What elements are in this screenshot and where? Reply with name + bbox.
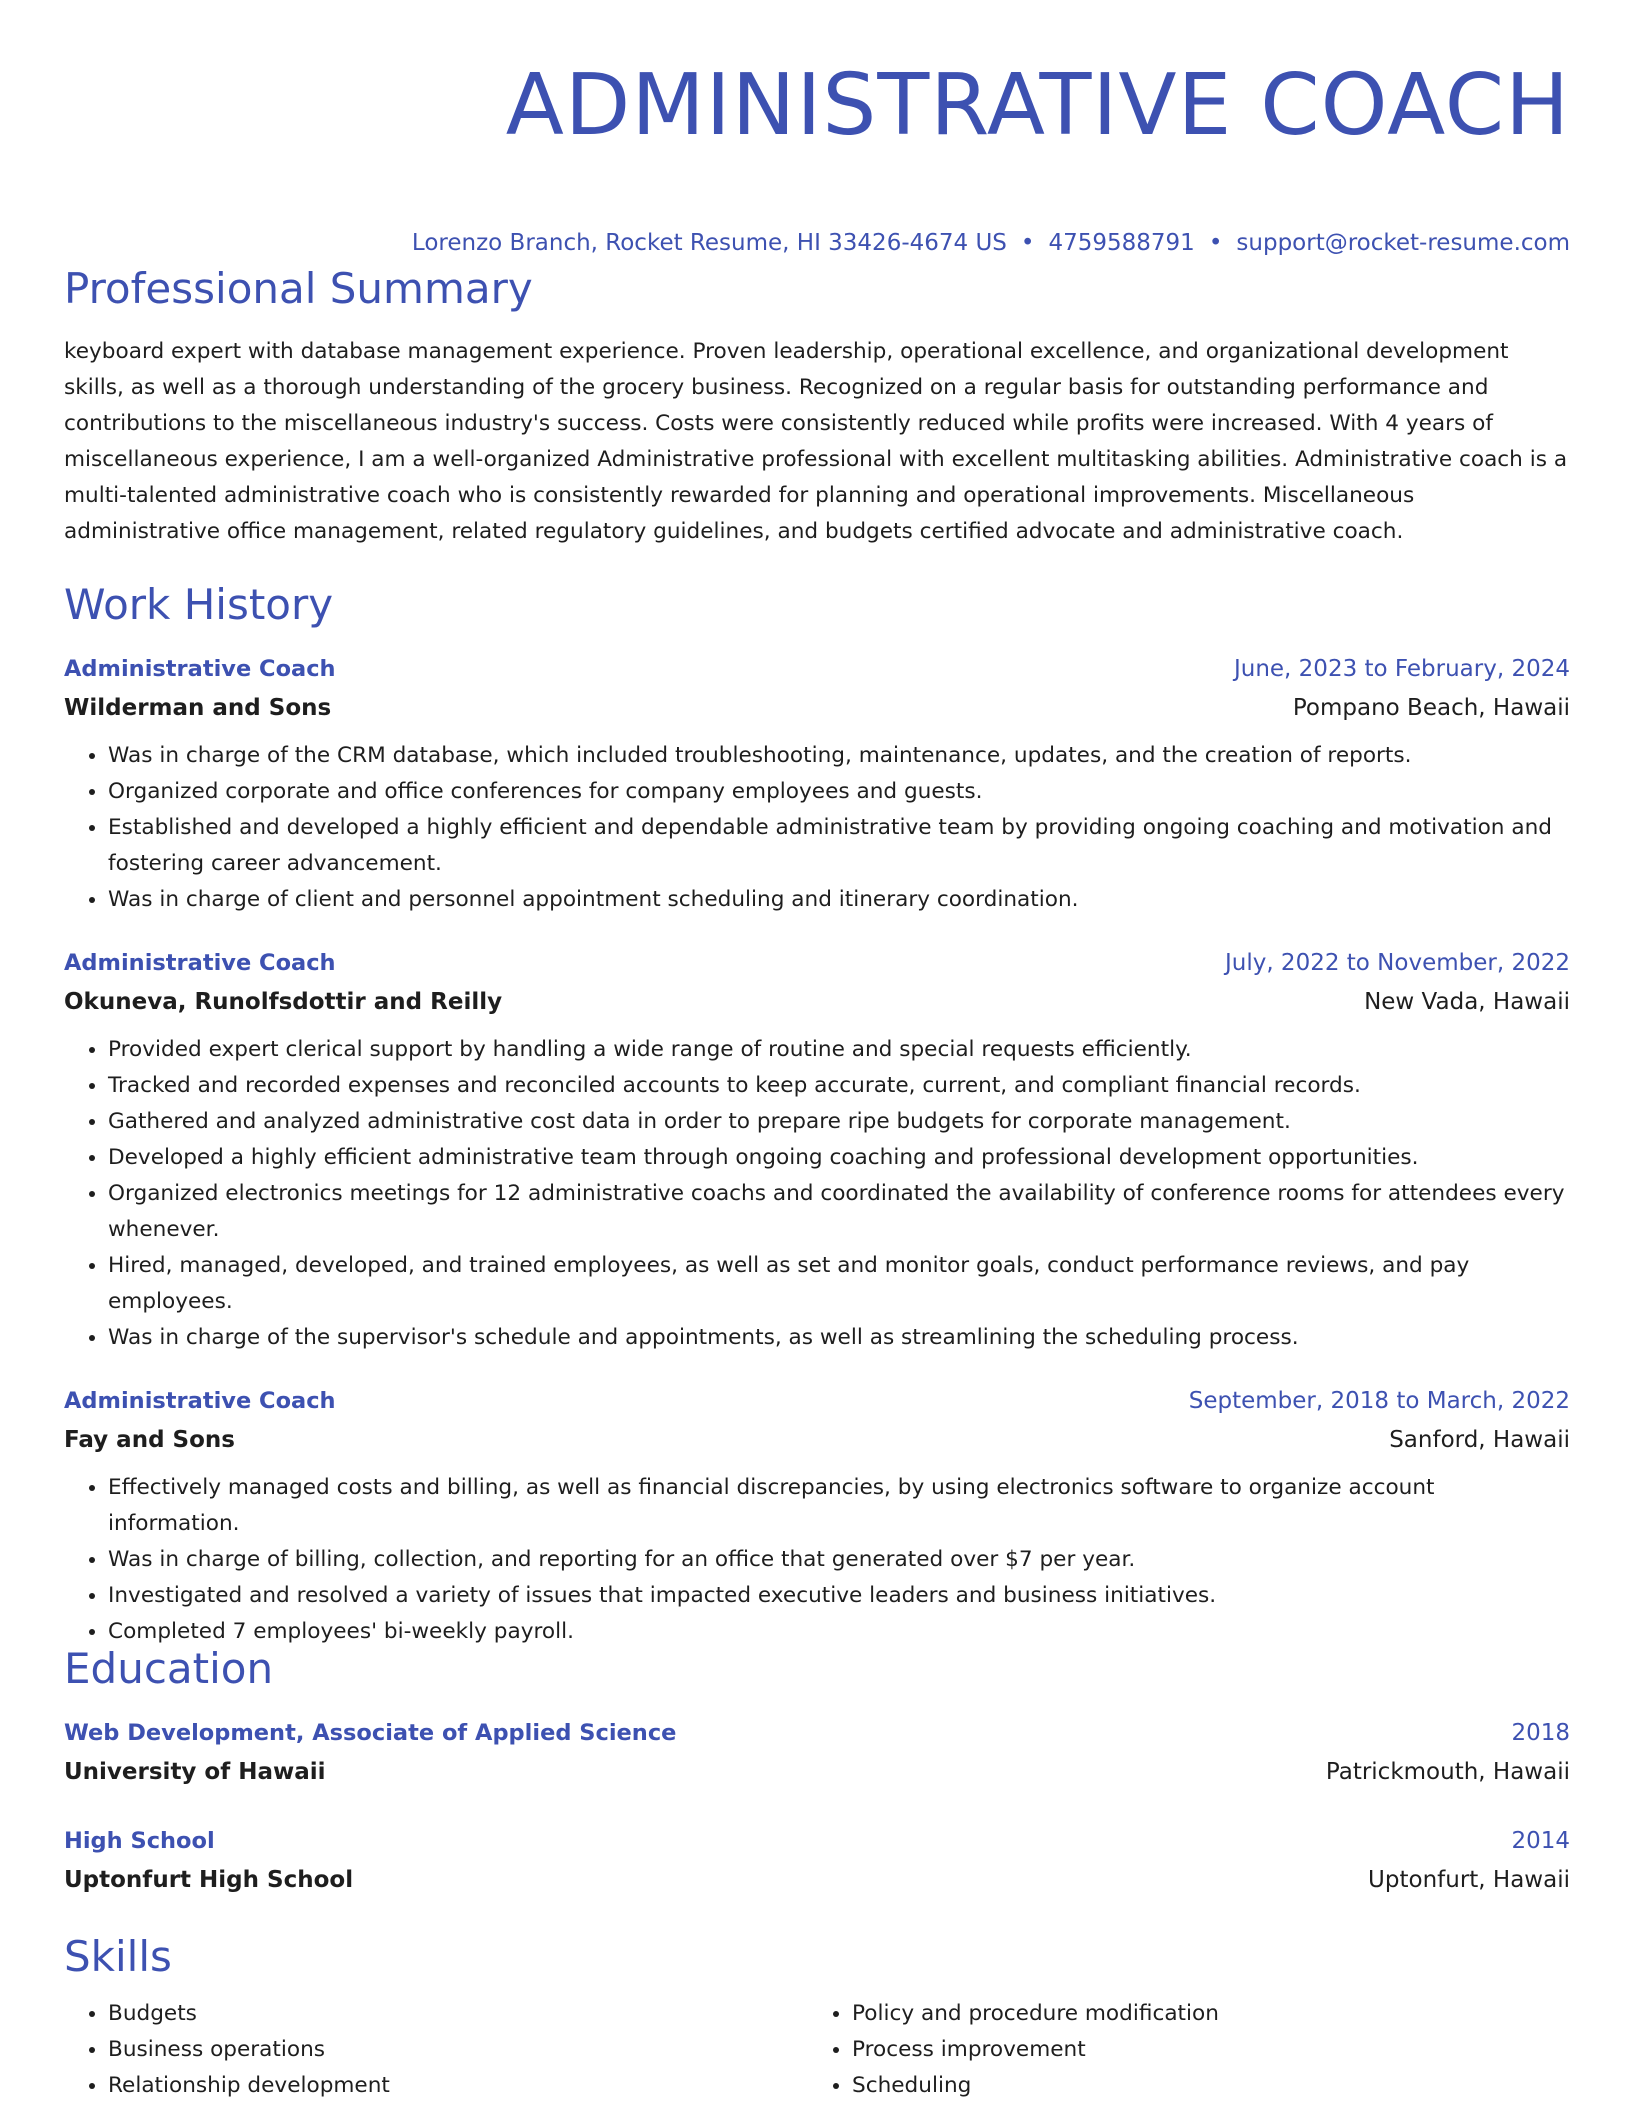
job-company: Fay and Sons (64, 1427, 235, 1453)
list-item: • Gathered and analyzed administrative cost data in order to prepare ripe budgets for corporate management. (108, 1104, 1570, 1140)
job-company: Okuneva, Runolfsdottir and Reilly (64, 989, 503, 1015)
job-entry (64, 650, 1570, 918)
job-bullets (64, 1470, 1570, 1650)
list-item: • Completed 7 employees' bi-weekly payroll. (108, 1614, 1570, 1650)
skill-item: • Relationship development (108, 2068, 808, 2104)
list-item: • Organized corporate and office conferences for company employees and guests. (108, 774, 1570, 810)
skill-item: • Scheduling (852, 2068, 1552, 2104)
education-entry (64, 1714, 1570, 1792)
skills-list-left (64, 1996, 808, 2104)
list-item: • Organized electronics meetings for 12 administrative coachs and coordinated the availability of conference rooms for attendees every whenever. (108, 1176, 1570, 1248)
work-history-section (64, 580, 1570, 1650)
job-dates: July, 2022 to November, 2022 (1224, 950, 1570, 976)
job-entry (64, 944, 1570, 1356)
separator-dot: • (1020, 230, 1035, 256)
list-item: • Developed a highly efficient administrative team through ongoing coaching and professional development opportunities. (108, 1140, 1570, 1176)
skill-item: • Budgets (108, 1996, 808, 2032)
school-location: Patrickmouth, Hawaii (1325, 1759, 1570, 1785)
skills-section (64, 1932, 1570, 2104)
contact-email: support@rocket-resume.com (1236, 230, 1570, 256)
section-heading-summary: Professional Summary (64, 264, 533, 313)
job-company: Wilderman and Sons (64, 695, 332, 721)
list-item: • Was in charge of the supervisor's schedule and appointments, as well as streamlining the scheduling process. (108, 1320, 1570, 1356)
skill-item: • Business operations (108, 2032, 808, 2068)
skill-item: • Policy and procedure modification (852, 1996, 1552, 2032)
job-title: Administrative Coach (64, 656, 336, 682)
education-entry (64, 1822, 1570, 1900)
job-title: Administrative Coach (64, 1388, 336, 1414)
school-name: Uptonfurt High School (64, 1867, 354, 1893)
list-item: • Was in charge of billing, collection, and reporting for an office that generated over $7 per year. (108, 1542, 1570, 1578)
separator-dot: • (1208, 230, 1223, 256)
contact-address: Lorenzo Branch, Rocket Resume, HI 33426-4674 US (411, 230, 1007, 256)
contact-line (64, 228, 1570, 258)
list-item: • Established and developed a highly efficient and dependable administrative team by providing ongoing coaching and motivation and fostering career advancement. (108, 810, 1570, 882)
section-heading-education: Education (64, 1644, 274, 1693)
skill-item: • Process improvement (852, 2032, 1552, 2068)
job-entry (64, 1382, 1570, 1650)
list-item: • Investigated and resolved a variety of issues that impacted executive leaders and business initiatives. (108, 1578, 1570, 1614)
list-item: • Was in charge of client and personnel appointment scheduling and itinerary coordination. (108, 882, 1570, 918)
job-location: New Vada, Hawaii (1364, 989, 1570, 1015)
job-dates: June, 2023 to February, 2024 (1233, 656, 1570, 682)
education-section (64, 1644, 1570, 1900)
resume-page (64, 0, 1570, 2098)
job-dates: September, 2018 to March, 2022 (1188, 1388, 1570, 1414)
summary-section (64, 264, 1570, 550)
section-heading-skills: Skills (64, 1932, 172, 1981)
school-name: University of Hawaii (64, 1759, 326, 1785)
degree-year: 2018 (1511, 1720, 1570, 1746)
resume-title: ADMINISTRATIVE COACH (505, 56, 1570, 155)
skills-columns (64, 1996, 1570, 2104)
job-title: Administrative Coach (64, 950, 336, 976)
degree-title: Web Development, Associate of Applied Science (64, 1720, 677, 1746)
degree-year: 2014 (1511, 1828, 1570, 1854)
job-bullets (64, 738, 1570, 918)
job-location: Pompano Beach, Hawaii (1292, 695, 1570, 721)
contact-phone: 4759588791 (1048, 230, 1195, 256)
section-heading-work: Work History (64, 580, 334, 629)
list-item: • Provided expert clerical support by handling a wide range of routine and special requests efficiently. (108, 1032, 1570, 1068)
list-item: • Was in charge of the CRM database, which included troubleshooting, maintenance, updates, and the creation of reports. (108, 738, 1570, 774)
summary-text: keyboard expert with database management experience. Proven leadership, operational excellence, and organizational development skills, as well as a thorough understanding of the grocery business. Recognized on a regular basis for outstanding performance and contributions to the miscellaneous industry's success. Costs were consistently reduced while profits were increased. With 4 years of miscellaneous experience, I am a well-organized Administrative professional with excellent multitasking abilities. Administrative coach is a multi-talented administrative coach who is consistently rewarded for planning and operational improvements. Miscellaneous administrative office management, related regulatory guidelines, and budgets certified advocate and administrative coach. (64, 339, 1568, 544)
skills-list-right (808, 1996, 1552, 2104)
list-item: • Hired, managed, developed, and trained employees, as well as set and monitor goals, conduct performance reviews, and pay employees. (108, 1248, 1570, 1320)
school-location: Uptonfurt, Hawaii (1368, 1867, 1570, 1893)
job-location: Sanford, Hawaii (1389, 1427, 1570, 1453)
list-item: • Tracked and recorded expenses and reconciled accounts to keep accurate, current, and compliant financial records. (108, 1068, 1570, 1104)
list-item: • Effectively managed costs and billing, as well as financial discrepancies, by using electronics software to organize account information. (108, 1470, 1570, 1542)
degree-title: High School (64, 1828, 215, 1854)
job-bullets (64, 1032, 1570, 1356)
